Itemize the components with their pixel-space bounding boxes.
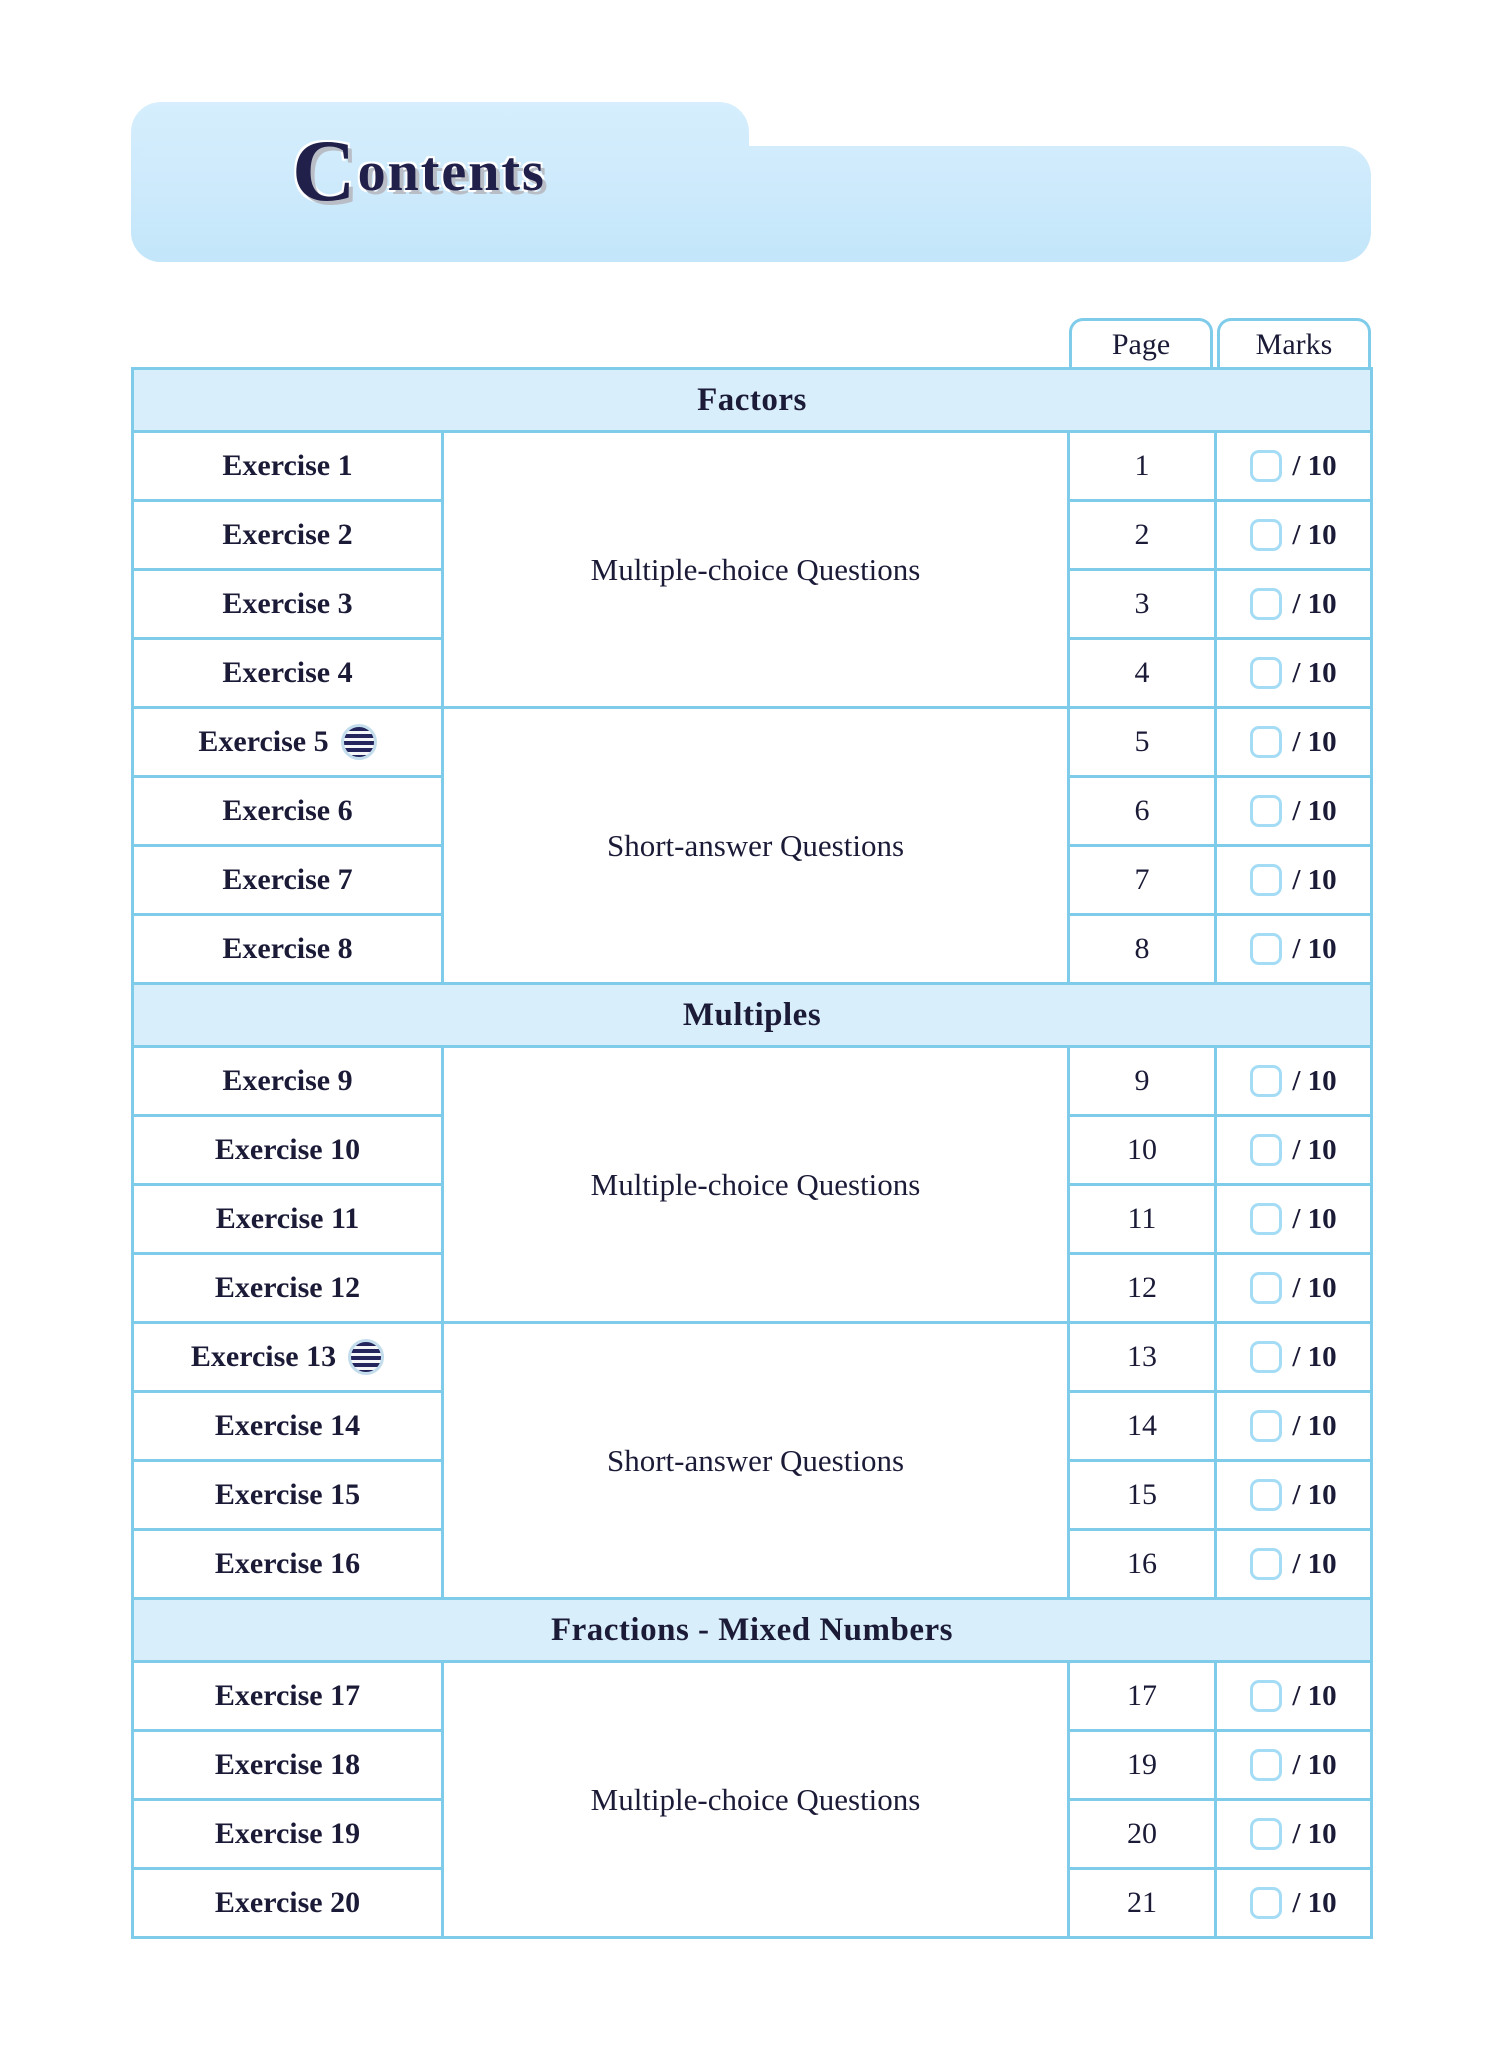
exercise-label: Exercise 12 <box>214 1271 361 1304</box>
marks-column-header: Marks <box>1217 318 1371 369</box>
exercise-label: Exercise 20 <box>214 1886 361 1919</box>
marks-input-box[interactable] <box>1250 450 1282 482</box>
page-number: 7 <box>1070 847 1214 913</box>
page-number: 3 <box>1070 571 1214 637</box>
exercise-label: Exercise 14 <box>214 1409 361 1442</box>
exercise-label: Exercise 7 <box>222 863 353 896</box>
page-number: 12 <box>1070 1255 1214 1321</box>
marks-denominator: / 10 <box>1292 1886 1337 1919</box>
marks-denominator: / 10 <box>1292 1340 1337 1373</box>
exercise-label: Exercise 10 <box>214 1133 361 1166</box>
page-number: 15 <box>1070 1462 1214 1528</box>
exercise-label: Exercise 13 <box>190 1340 337 1373</box>
question-type-cell: Short-answer Questions <box>444 709 1067 982</box>
marks-input-box[interactable] <box>1250 1065 1282 1097</box>
marks-input-box[interactable] <box>1250 795 1282 827</box>
marks-cell <box>1217 1663 1370 1729</box>
marks-cell <box>1217 502 1370 568</box>
exercise-row-label <box>134 1186 441 1252</box>
marks-input-box[interactable] <box>1250 1749 1282 1781</box>
marks-input-box[interactable] <box>1250 1203 1282 1235</box>
page-number: 8 <box>1070 916 1214 982</box>
exercise-row-label <box>134 709 441 775</box>
exercise-row-label <box>134 916 441 982</box>
exercise-row-label <box>134 502 441 568</box>
exercise-row-label <box>134 1393 441 1459</box>
exercise-row-label <box>134 640 441 706</box>
marks-input-box[interactable] <box>1250 1887 1282 1919</box>
marks-denominator: / 10 <box>1292 1817 1337 1850</box>
marks-cell <box>1217 1324 1370 1390</box>
marks-cell <box>1217 1462 1370 1528</box>
exercise-label: Exercise 4 <box>222 656 353 689</box>
marks-input-box[interactable] <box>1250 726 1282 758</box>
exercise-row-label <box>134 433 441 499</box>
marks-denominator: / 10 <box>1292 1679 1337 1712</box>
page-title-initial: C <box>292 123 358 220</box>
marks-denominator: / 10 <box>1292 863 1337 896</box>
marks-cell <box>1217 778 1370 844</box>
exercise-row-label <box>134 1117 441 1183</box>
exercise-row-label <box>134 571 441 637</box>
marks-input-box[interactable] <box>1250 864 1282 896</box>
marks-cell <box>1217 1048 1370 1114</box>
page-number: 21 <box>1070 1870 1214 1936</box>
marks-input-box[interactable] <box>1250 933 1282 965</box>
page-number: 16 <box>1070 1531 1214 1597</box>
exercise-label: Exercise 1 <box>222 449 353 482</box>
marks-cell <box>1217 1255 1370 1321</box>
marks-input-box[interactable] <box>1250 1134 1282 1166</box>
exercise-row-label <box>134 847 441 913</box>
exercise-row-label <box>134 1870 441 1936</box>
marks-denominator: / 10 <box>1292 794 1337 827</box>
question-type-cell: Multiple-choice Questions <box>444 433 1067 706</box>
question-type-cell: Short-answer Questions <box>444 1324 1067 1597</box>
marks-denominator: / 10 <box>1292 1064 1337 1097</box>
exercise-label: Exercise 18 <box>214 1748 361 1781</box>
marks-input-box[interactable] <box>1250 1818 1282 1850</box>
marks-cell <box>1217 571 1370 637</box>
marks-cell <box>1217 1531 1370 1597</box>
exercise-label: Exercise 11 <box>215 1202 360 1235</box>
page-number: 19 <box>1070 1732 1214 1798</box>
marks-denominator: / 10 <box>1292 1409 1337 1442</box>
section-header-multiples: Multiples <box>134 985 1370 1045</box>
marks-input-box[interactable] <box>1250 1479 1282 1511</box>
marks-input-box[interactable] <box>1250 519 1282 551</box>
contents-table <box>131 367 1373 1939</box>
exercise-label: Exercise 5 <box>198 725 329 758</box>
marks-denominator: / 10 <box>1292 1202 1337 1235</box>
marks-input-box[interactable] <box>1250 1272 1282 1304</box>
page-number: 10 <box>1070 1117 1214 1183</box>
marks-denominator: / 10 <box>1292 587 1337 620</box>
page-number: 11 <box>1070 1186 1214 1252</box>
exercise-row-label <box>134 1531 441 1597</box>
marks-denominator: / 10 <box>1292 932 1337 965</box>
marks-denominator: / 10 <box>1292 518 1337 551</box>
marks-cell <box>1217 1393 1370 1459</box>
marks-input-box[interactable] <box>1250 588 1282 620</box>
page-title <box>292 123 546 220</box>
exercise-row-label <box>134 1801 441 1867</box>
page-column-header: Page <box>1069 318 1213 369</box>
marks-cell <box>1217 1732 1370 1798</box>
page-number: 6 <box>1070 778 1214 844</box>
page-number: 1 <box>1070 433 1214 499</box>
marks-denominator: / 10 <box>1292 1547 1337 1580</box>
exercise-row-label <box>134 1255 441 1321</box>
marks-cell <box>1217 1117 1370 1183</box>
marks-cell <box>1217 916 1370 982</box>
page-number: 14 <box>1070 1393 1214 1459</box>
exercise-label: Exercise 8 <box>222 932 353 965</box>
marks-denominator: / 10 <box>1292 1133 1337 1166</box>
section-header-fractions: Fractions - Mixed Numbers <box>134 1600 1370 1660</box>
exercise-label: Exercise 16 <box>214 1547 361 1580</box>
exercise-badge-icon <box>341 724 377 760</box>
page-number: 2 <box>1070 502 1214 568</box>
exercise-label: Exercise 19 <box>214 1817 361 1850</box>
page-number: 4 <box>1070 640 1214 706</box>
marks-input-box[interactable] <box>1250 657 1282 689</box>
marks-cell <box>1217 640 1370 706</box>
exercise-label: Exercise 2 <box>222 518 353 551</box>
marks-denominator: / 10 <box>1292 1478 1337 1511</box>
marks-cell <box>1217 709 1370 775</box>
marks-cell <box>1217 847 1370 913</box>
page-number: 17 <box>1070 1663 1214 1729</box>
marks-cell <box>1217 1801 1370 1867</box>
marks-cell <box>1217 1186 1370 1252</box>
marks-denominator: / 10 <box>1292 1748 1337 1781</box>
exercise-label: Exercise 3 <box>222 587 353 620</box>
exercise-row-label <box>134 778 441 844</box>
page-number: 20 <box>1070 1801 1214 1867</box>
exercise-row-label <box>134 1663 441 1729</box>
exercise-label: Exercise 6 <box>222 794 353 827</box>
marks-cell <box>1217 433 1370 499</box>
exercise-row-label <box>134 1324 441 1390</box>
exercise-row-label <box>134 1732 441 1798</box>
exercise-row-label <box>134 1462 441 1528</box>
exercise-label: Exercise 9 <box>222 1064 353 1097</box>
question-type-cell: Multiple-choice Questions <box>444 1663 1067 1936</box>
exercise-row-label <box>134 1048 441 1114</box>
marks-denominator: / 10 <box>1292 449 1337 482</box>
marks-denominator: / 10 <box>1292 656 1337 689</box>
marks-input-box[interactable] <box>1250 1341 1282 1373</box>
marks-denominator: / 10 <box>1292 1271 1337 1304</box>
marks-input-box[interactable] <box>1250 1680 1282 1712</box>
exercise-label: Exercise 15 <box>214 1478 361 1511</box>
marks-input-box[interactable] <box>1250 1410 1282 1442</box>
marks-cell <box>1217 1870 1370 1936</box>
question-type-cell: Multiple-choice Questions <box>444 1048 1067 1321</box>
page-number: 9 <box>1070 1048 1214 1114</box>
page-title-rest: ontents <box>357 141 546 203</box>
marks-input-box[interactable] <box>1250 1548 1282 1580</box>
exercise-label: Exercise 17 <box>214 1679 361 1712</box>
section-header-factors: Factors <box>134 370 1370 430</box>
page-number: 13 <box>1070 1324 1214 1390</box>
exercise-badge-icon <box>348 1339 384 1375</box>
marks-denominator: / 10 <box>1292 725 1337 758</box>
page-number: 5 <box>1070 709 1214 775</box>
